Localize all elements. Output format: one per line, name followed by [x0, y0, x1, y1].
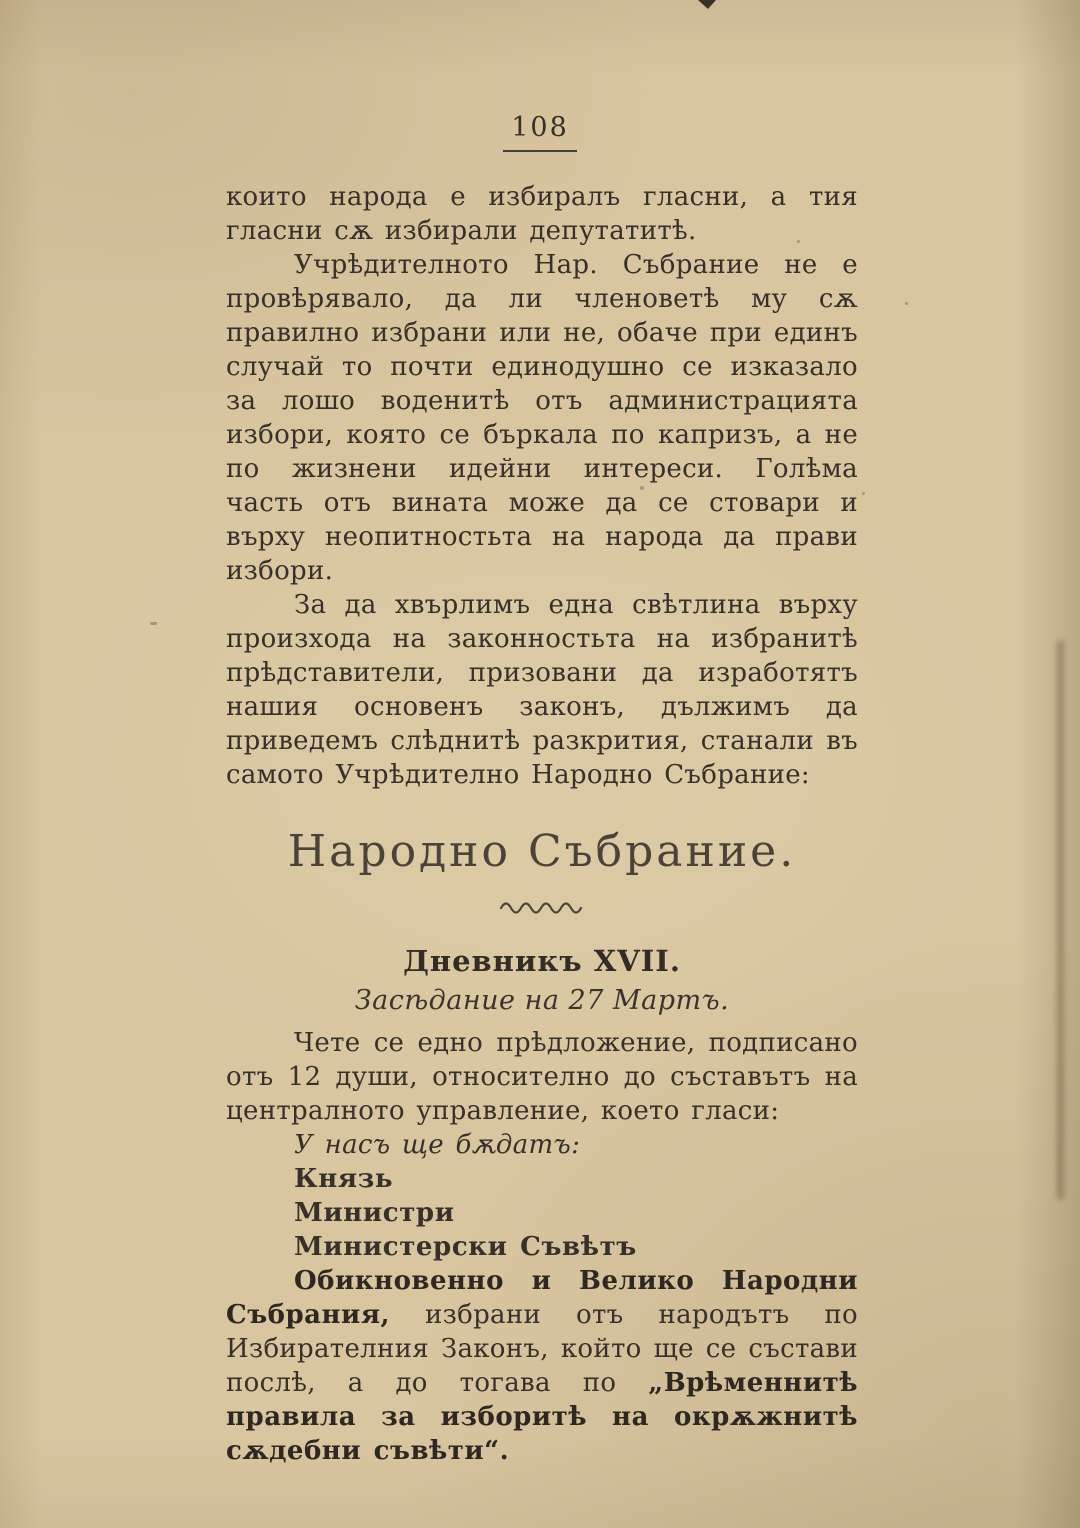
ornament-squiggle-icon: [499, 898, 585, 918]
paper-speck: [862, 492, 865, 495]
section-heading: Народно Събрание.: [287, 826, 797, 877]
list-item-knyaz: Князь: [294, 1164, 394, 1195]
list-item-ministerski-savet: Министерски Съвѣтъ: [294, 1232, 637, 1263]
lead-in-italic: У насъ ще бѫдатъ:: [294, 1130, 581, 1161]
final-bold-quote: „Врѣменнитѣ правила за изборитѣ на окрѫжнитѣ сѫдебни съвѣти“.: [226, 1368, 858, 1467]
paper-speck: [905, 302, 908, 305]
session-heading: Засѣдание на 27 Мартъ.: [354, 985, 730, 1017]
paragraph-light-on-legality: За да хвърлимъ една свѣтлина върху произхода на законностьта на избранитѣ прѣдставители, призовани да изработятъ нашия основенъ законъ, дължимъ да приведемъ слѣднитѣ разкрития, станали въ самото Учрѣдително Народно Събрание:: [226, 590, 858, 790]
paragraph-continuation: които народа е избиралъ гласни, а тия гласни сѫ избирали депутатитѣ.: [226, 182, 858, 246]
diary-heading: Дневникъ XVII.: [403, 944, 681, 979]
scan-edge-shadow: [1057, 640, 1064, 1200]
scan-corner-notch: [698, 0, 716, 9]
paragraph-proposal: Чете се едно прѣдложение, подписано отъ 12 души, относително до съставътъ на централното управление, което гласи:: [226, 1028, 858, 1127]
final-bold-lead: Обикновенно и Велико Народни Събрания,: [226, 1266, 858, 1331]
page-header: [0, 112, 1080, 152]
list-item-ministri: Министри: [294, 1198, 455, 1229]
page-number: 108: [503, 112, 577, 152]
paper-speck: [150, 622, 157, 625]
final-regular-text: избрани отъ народътъ по Избирателния Законъ, който ще се състави послѣ, а до тогава по: [226, 1300, 858, 1399]
paragraph-assembly-verification: Учрѣдителното Нар. Събрание не е провѣрявало, да ли членоветѣ му сѫ правилно избрани или не, обаче при единъ случай то почти единодушно се изказало за лошо воденитѣ отъ администрацията избори, която се бъркала по капризъ, а не по жизнени идейни интереси. Голѣма часть отъ вината може да се стовари и върху неопитностьта на народа да прави избори.: [226, 250, 858, 586]
text-block: [226, 180, 858, 1468]
final-paragraph: [226, 1264, 858, 1468]
